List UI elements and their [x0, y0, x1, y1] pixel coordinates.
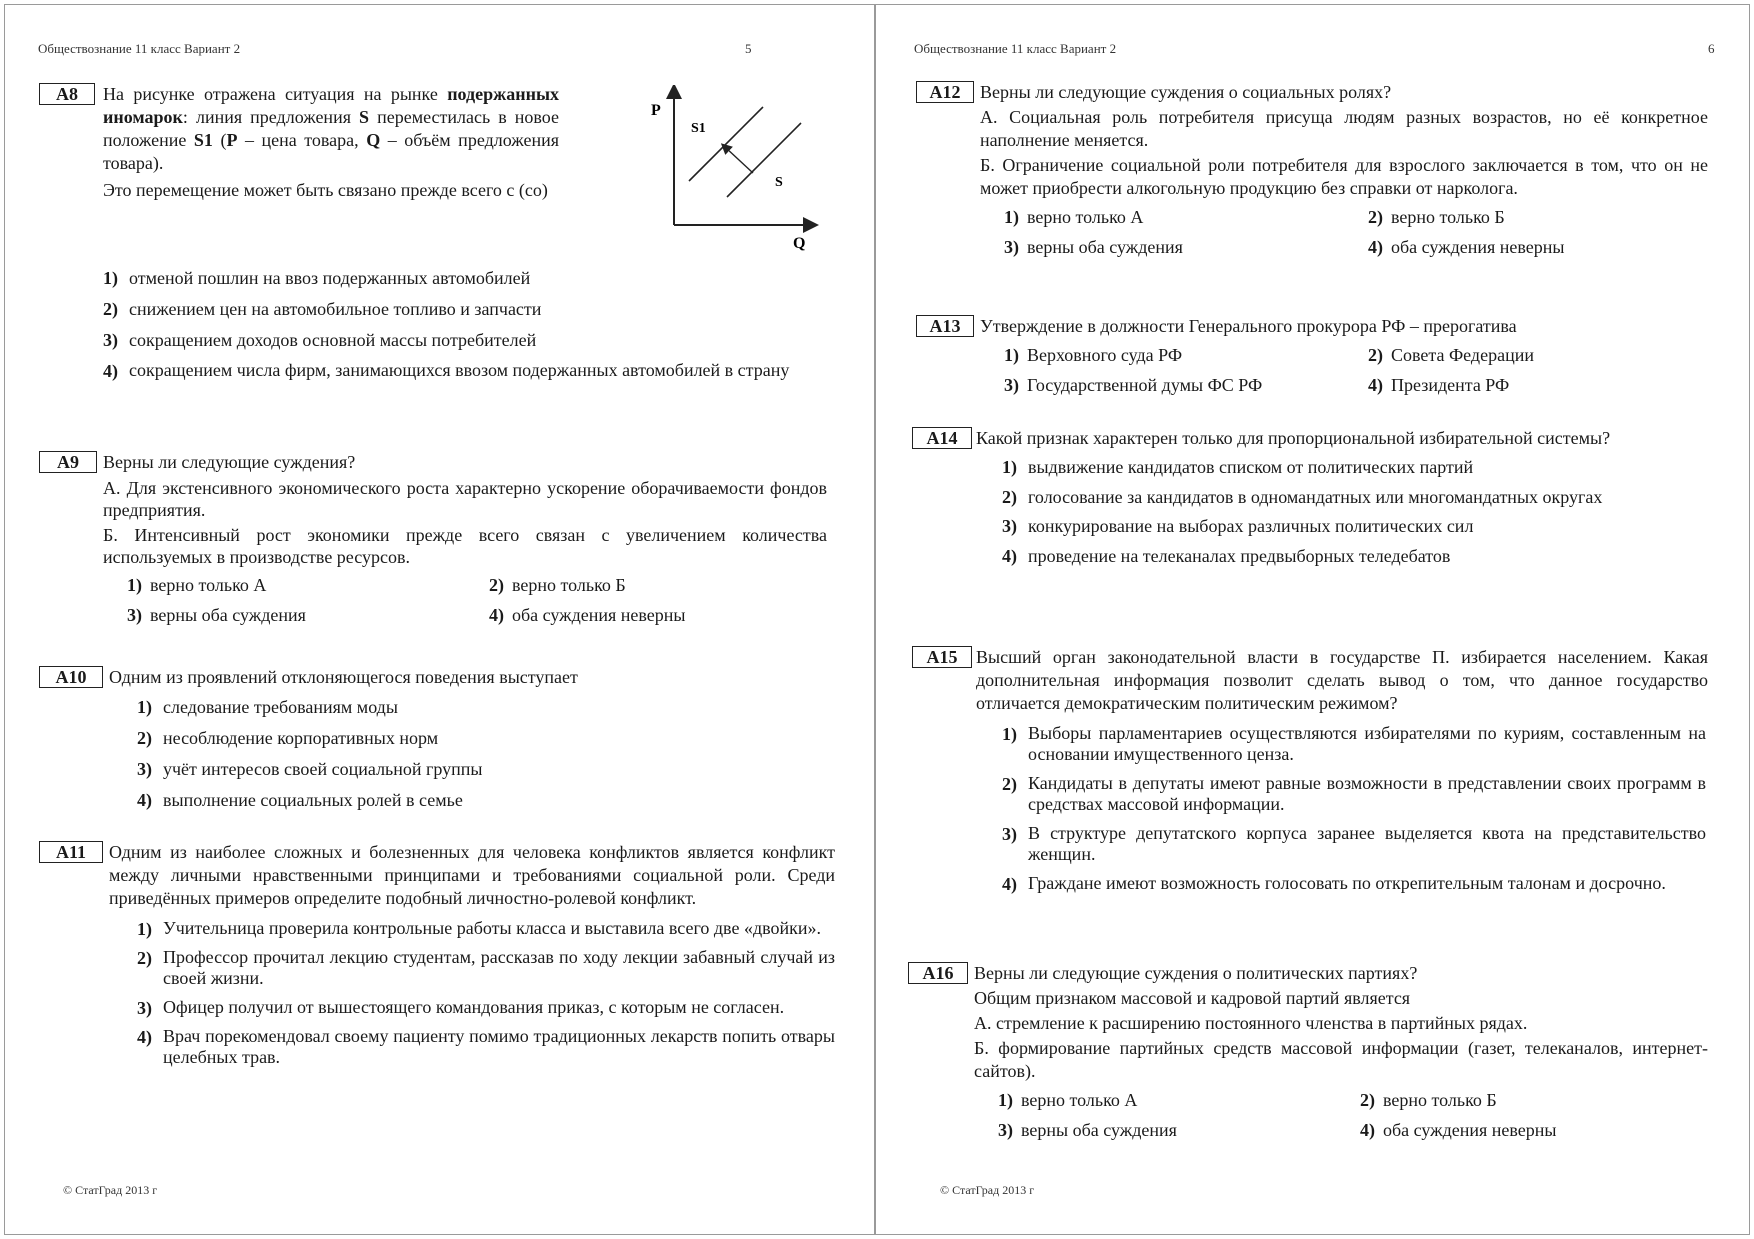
option-item[interactable] [1004, 236, 1183, 259]
text-line: ( [220, 130, 227, 150]
statement-b: Б. Интенсивный рост экономики прежде всего связан с увеличением количества используемых в производстве ресурсов. [103, 525, 827, 567]
option-text: Граждане имеют возможность голосовать по открепительным талонам и досрочно. [1028, 873, 1666, 893]
question-text: Утверждение в должности Генерального прокурора РФ – прерогатива [980, 316, 1517, 336]
statement-a: А. Для экстенсивного экономического роста характерно ускорение оборачиваемости фондов предприятия. [103, 478, 827, 520]
question-a10 [39, 666, 841, 812]
question-text-continued: Это перемещение может быть связано прежде всего с (со) [103, 180, 548, 200]
option-text: В структуре депутатского корпуса заранее выделяется квота на представительство женщин. [1028, 823, 1706, 864]
option-item[interactable] [1004, 206, 1143, 229]
option-item[interactable] [1002, 456, 1706, 479]
question-text [103, 83, 559, 175]
question-a11 [39, 841, 841, 1068]
option-item[interactable] [103, 360, 817, 380]
question-label: А14 [912, 427, 972, 449]
option-item[interactable] [137, 789, 841, 812]
statement-a: А. Социальная роль потребителя присуща людям разных возрастов, но её конкретное наполнение меняется. [980, 107, 1708, 150]
option-item[interactable] [137, 727, 841, 750]
statement-b: Б. Ограничение социальной роли потребителя для взрослого заключается в том, что он не может приобрести алкогольную продукцию без справки от нарколога. [980, 155, 1708, 198]
option-item[interactable] [103, 329, 817, 352]
question-label: А10 [39, 666, 103, 688]
option-text: Выборы парламентариев осуществляются избирателями по куриям, составленным на основании имущественного ценза. [1028, 723, 1706, 764]
left-page [4, 4, 875, 1235]
option-text: выполнение социальных ролей в семье [163, 790, 463, 810]
option-number: 2) [103, 299, 118, 319]
text-bold: подержанных иномарок [103, 84, 559, 127]
option-text: выдвижение кандидатов списком от политических партий [1028, 457, 1474, 477]
question-label: А11 [39, 841, 103, 863]
option-text: сокращением числа фирм, занимающихся ввозом подержанных автомобилей в страну [129, 360, 790, 380]
option-item[interactable] [1002, 773, 1706, 815]
option-number: 1) [998, 1090, 1013, 1110]
question-text: Одним из проявлений отклоняющегося поведения выступает [109, 667, 578, 687]
option-number: 1) [137, 697, 152, 717]
option-text: голосование за кандидатов в одномандатных или многомандатных округах [1028, 487, 1603, 507]
option-number: 4) [1360, 1120, 1375, 1140]
option-item[interactable] [1360, 1089, 1497, 1112]
question-a16 [908, 962, 1726, 1149]
option-number: 2) [1002, 487, 1017, 507]
option-text: верно только А [1027, 207, 1144, 227]
option-number: 1) [1004, 345, 1019, 365]
question-label: А12 [916, 81, 974, 103]
option-item[interactable] [1004, 374, 1262, 397]
option-number: 4) [137, 1027, 152, 1047]
option-item[interactable] [489, 574, 626, 597]
options-row [998, 1089, 1726, 1119]
question-text: Верны ли следующие суждения о политических партиях? [974, 963, 1418, 983]
option-number: 4) [1002, 874, 1017, 894]
page-number: 5 [745, 41, 752, 56]
question-a13 [916, 315, 1726, 404]
option-number: 3) [998, 1120, 1013, 1140]
option-item[interactable] [998, 1089, 1137, 1112]
text-line: На рисунке отражена ситуация на рынке [103, 84, 438, 104]
text-line: – цена товара, [244, 130, 359, 150]
question-label: А8 [39, 83, 95, 105]
option-number: 4) [103, 361, 118, 381]
right-page [875, 4, 1750, 1235]
option-number: 1) [1002, 724, 1017, 744]
question-label: А16 [908, 962, 968, 984]
option-number: 1) [1004, 207, 1019, 227]
curve-label-s: S [775, 175, 783, 190]
option-item[interactable] [1002, 723, 1706, 765]
option-number: 4) [489, 605, 504, 625]
page-header: Обществознание 11 класс Вариант 2 [914, 41, 1117, 56]
question-a9 [39, 451, 841, 634]
option-item[interactable] [1368, 236, 1565, 259]
option-number: 3) [103, 330, 118, 350]
option-item[interactable] [137, 918, 835, 939]
option-item[interactable] [1360, 1119, 1557, 1142]
option-text: сокращением доходов основной массы потребителей [129, 330, 537, 350]
statement-a: А. стремление к расширению постоянного членства в партийных рядах. [974, 1013, 1528, 1033]
page-footer: © СтатГрад 2013 г [940, 1183, 1035, 1197]
options-row [1004, 374, 1726, 404]
options-row [127, 604, 841, 634]
option-item[interactable] [1002, 545, 1706, 568]
option-number: 4) [1368, 237, 1383, 257]
option-number: 2) [1368, 207, 1383, 227]
question-label: А9 [39, 451, 97, 473]
option-item[interactable] [1004, 344, 1182, 367]
page-number: 6 [1708, 41, 1715, 56]
option-text: верны оба суждения [1027, 237, 1183, 257]
option-text: снижением цен на автомобильное топливо и запчасти [129, 299, 542, 319]
option-text: Врач порекомендовал своему пациенту помимо традиционных лекарств попить отвары целебных трав. [163, 1026, 835, 1067]
question-text: Верны ли следующие суждения? [103, 452, 356, 472]
text-bold: S [359, 107, 370, 127]
text-line: переместилась в новое положение [103, 107, 559, 150]
question-text: Какой признак характерен только для пропорциональной избирательной системы? [976, 428, 1611, 448]
option-text: Верховного суда РФ [1027, 345, 1183, 365]
option-number: 3) [137, 759, 152, 779]
option-number: 3) [1004, 237, 1019, 257]
options-row [1004, 344, 1726, 374]
option-number: 3) [1004, 375, 1019, 395]
option-text: верны оба суждения [150, 605, 306, 625]
option-item[interactable] [1002, 823, 1706, 865]
option-number: 4) [137, 790, 152, 810]
question-text: Высший орган законодательной власти в государстве П. избирается населением. Какая дополнительная информация позволит сделать вывод о том, что данное государство отличается демократическим политическим режимом? [976, 647, 1708, 713]
option-text: оба суждения неверны [1383, 1120, 1557, 1140]
option-item[interactable] [137, 1026, 835, 1068]
option-item[interactable] [137, 696, 841, 719]
option-item[interactable] [127, 604, 306, 627]
question-label: А15 [912, 646, 972, 668]
option-item[interactable] [137, 758, 841, 781]
text-bold: S1 [193, 130, 213, 150]
option-item[interactable] [1002, 486, 1706, 508]
option-number: 2) [1368, 345, 1383, 365]
option-number: 1) [127, 575, 142, 595]
option-text: Профессор прочитал лекцию студентам, рассказав по ходу лекции забавный случай из своей жизни. [163, 947, 835, 988]
axis-label-q: Q [793, 235, 806, 252]
option-text: верно только А [1021, 1090, 1138, 1110]
option-text: верно только Б [1383, 1090, 1497, 1110]
option-text: верно только Б [1391, 207, 1505, 227]
option-text: Учительница проверила контрольные работы класса и выставила всего две «двойки». [163, 918, 821, 938]
option-text: отменой пошлин на ввоз подержанных автомобилей [129, 268, 531, 288]
option-text: конкурирование на выборах различных политических сил [1028, 516, 1474, 536]
option-text: следование требованиям моды [163, 697, 398, 717]
question-label: А13 [916, 315, 974, 337]
option-text: оба суждения неверны [512, 605, 686, 625]
option-number: 1) [137, 919, 152, 939]
curve-label-s1: S1 [691, 121, 706, 136]
option-number: 1) [1002, 457, 1017, 477]
option-item[interactable] [998, 1119, 1177, 1142]
option-text: Совета Федерации [1391, 345, 1534, 365]
option-number: 3) [1002, 516, 1017, 536]
option-text: Президента РФ [1391, 375, 1510, 395]
question-text: Одним из наиболее сложных и болезненных для человека конфликтов является конфликт между личными нравственными принципами и требованиями социальной роли. Среди приведённых примеров определите подобный личностно-ролевой конфликт. [109, 842, 835, 908]
option-number: 3) [1002, 824, 1017, 844]
shift-arrow [725, 147, 753, 173]
options-row [1004, 236, 1726, 266]
option-text: проведение на телеканалах предвыборных теледебатов [1028, 546, 1451, 566]
page-footer: © СтатГрад 2013 г [63, 1183, 158, 1197]
option-number: 4) [1002, 546, 1017, 566]
option-item[interactable] [127, 574, 266, 597]
option-text: верно только А [150, 575, 267, 595]
option-text: Государственной думы ФС РФ [1027, 375, 1263, 395]
option-text: Офицер получил от вышестоящего командования приказ, с которым не согласен. [163, 997, 785, 1017]
options-row [127, 574, 841, 604]
option-number: 2) [137, 728, 152, 748]
option-text: учёт интересов своей социальной группы [163, 759, 483, 779]
option-item[interactable] [1368, 344, 1534, 367]
question-a15 [912, 646, 1726, 894]
text-bold: Q [366, 130, 381, 150]
option-item[interactable] [1368, 374, 1509, 397]
option-number: 2) [489, 575, 504, 595]
option-item[interactable] [137, 947, 835, 989]
option-number: 2) [137, 948, 152, 968]
option-item[interactable] [103, 298, 817, 321]
option-number: 2) [1002, 774, 1017, 794]
option-text: Кандидаты в депутаты имеют равные возможности в представлении своих программ в средствах массовой информации. [1028, 773, 1706, 814]
option-number: 3) [137, 998, 152, 1018]
question-text: Верны ли следующие суждения о социальных ролях? [980, 82, 1392, 102]
option-text: несоблюдение корпоративных норм [163, 728, 439, 748]
page-header: Обществознание 11 класс Вариант 2 [38, 41, 241, 56]
option-text: верны оба суждения [1021, 1120, 1177, 1140]
text-bold: P [226, 130, 238, 150]
option-item[interactable] [1002, 515, 1706, 538]
question-intro: Общим признаком массовой и кадровой партий является [974, 988, 1411, 1008]
option-item[interactable] [1368, 206, 1505, 229]
text-line: – объём предложения товара). [103, 130, 559, 173]
axis-label-p: P [651, 102, 661, 119]
option-text: оба суждения неверны [1391, 237, 1565, 257]
option-item[interactable] [1002, 873, 1706, 894]
options-row [998, 1119, 1726, 1149]
supply-shift-chart [641, 85, 821, 255]
option-number: 4) [1368, 375, 1383, 395]
option-text: верно только Б [512, 575, 626, 595]
supply-curve-s1 [689, 107, 763, 181]
question-a14 [912, 427, 1726, 568]
option-item[interactable] [137, 997, 835, 1018]
option-item[interactable] [103, 267, 817, 290]
option-number: 1) [103, 268, 118, 288]
option-number: 2) [1360, 1090, 1375, 1110]
text-line: : линия предложения [182, 107, 351, 127]
options-row [1004, 206, 1726, 236]
option-number: 3) [127, 605, 142, 625]
option-item[interactable] [489, 604, 686, 627]
question-a12 [916, 81, 1726, 266]
options-a8 [103, 261, 817, 380]
statement-b: Б. формирование партийных средств массовой информации (газет, телеканалов, интернет-сайтов). [974, 1038, 1708, 1081]
